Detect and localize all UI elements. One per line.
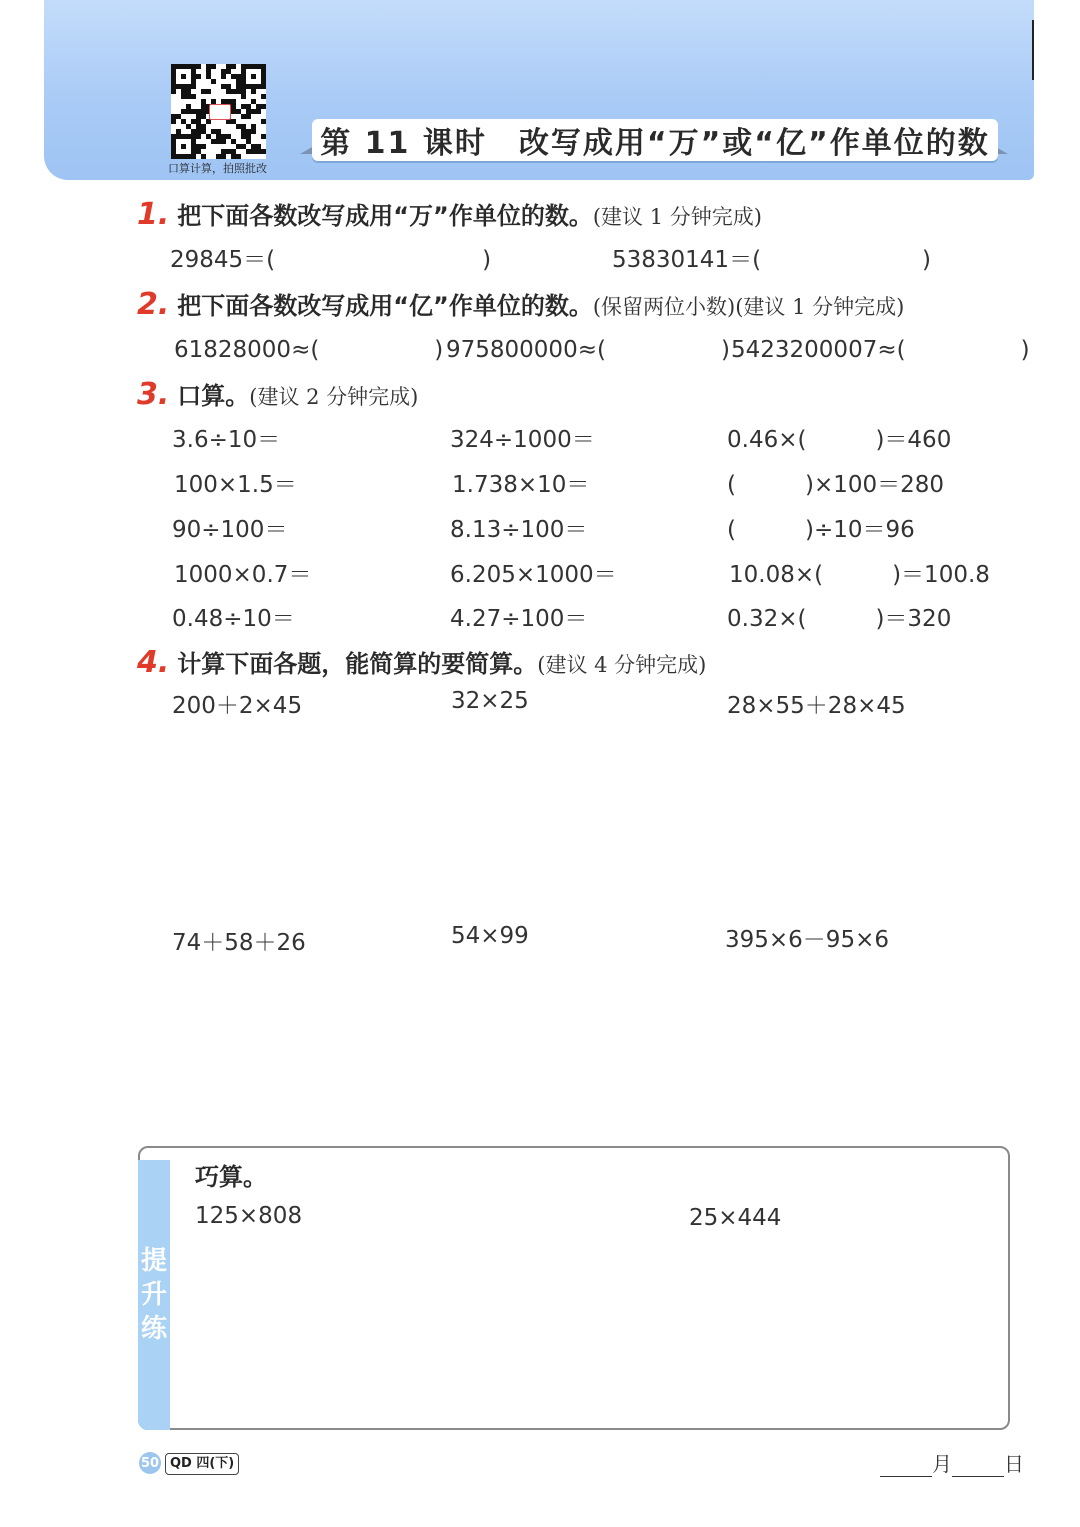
question-3-heading [137, 376, 418, 412]
q3-row3-col2: 8.13÷100＝ [450, 517, 588, 543]
question-3-number: 3. [137, 377, 170, 412]
boost-item-1: 125×808 [195, 1203, 303, 1229]
question-3-text: 口算。 [177, 382, 250, 410]
question-2-heading [137, 286, 904, 322]
q3-row3-col1: 90÷100＝ [172, 517, 288, 543]
q4-row1-col3: 28×55＋28×45 [727, 693, 906, 719]
question-4-hint: (建议 4 分钟完成) [537, 653, 707, 677]
q3-row4-col1: 1000×0.7＝ [174, 562, 312, 588]
q3-row1-col2: 324÷1000＝ [450, 427, 595, 453]
q3-row2-col3: ( )×100＝280 [727, 472, 945, 498]
q4-row2-col2: 54×99 [451, 923, 529, 949]
boost-side-char-3: 练 [140, 1314, 167, 1344]
q3-row4-col2: 6.205×1000＝ [450, 562, 617, 588]
question-2-hint: (保留两位小数)(建议 1 分钟完成) [592, 295, 905, 319]
q3-row2-col1: 100×1.5＝ [174, 472, 297, 498]
q3-row2-col2: 1.738×10＝ [452, 472, 590, 498]
qr-code-icon[interactable] [171, 64, 266, 159]
q4-row1-col2: 32×25 [451, 688, 529, 714]
question-1-heading [137, 196, 762, 232]
q2-item-1: 61828000≈( ) [174, 337, 444, 363]
q4-row1-col1: 200＋2×45 [172, 693, 303, 719]
q3-row1-col3: 0.46×( )＝460 [727, 427, 952, 453]
month-label: 月 [932, 1452, 952, 1476]
boost-item-2: 25×444 [689, 1205, 782, 1231]
question-2-number: 2. [137, 287, 170, 322]
question-2-text: 把下面各数改写成用“亿”作单位的数。 [177, 292, 593, 320]
boost-side-char-1: 提 [140, 1246, 167, 1276]
header-edge-line [1032, 20, 1034, 80]
lesson-title: 第 11 课时 改写成用“万”或“亿”作单位的数 [312, 119, 998, 161]
q1-item-1: 29845＝( ) [170, 247, 492, 273]
q3-row5-col1: 0.48÷10＝ [172, 606, 295, 632]
question-1-number: 1. [137, 197, 170, 232]
q3-row4-col3: 10.08×( )＝100.8 [729, 562, 990, 588]
boost-practice-box [138, 1146, 1010, 1430]
q3-row5-col2: 4.27÷100＝ [450, 606, 588, 632]
date-fill-area [880, 1448, 1024, 1477]
question-1-hint: (建议 1 分钟完成) [592, 205, 762, 229]
q4-row2-col3: 395×6－95×6 [725, 927, 889, 953]
boost-side-char-2: 升 [140, 1280, 167, 1310]
day-label: 日 [1004, 1452, 1024, 1476]
question-1-text: 把下面各数改写成用“万”作单位的数。 [177, 202, 593, 230]
q3-row5-col3: 0.32×( )＝320 [727, 606, 952, 632]
q3-row3-col3: ( )÷10＝96 [727, 517, 915, 543]
q4-row2-col1: 74＋58＋26 [172, 930, 306, 956]
question-3-hint: (建议 2 分钟完成) [249, 385, 419, 409]
question-4-number: 4. [137, 645, 170, 680]
question-4-heading [137, 644, 706, 680]
boost-side-label [138, 1160, 170, 1430]
boost-title: 巧算。 [195, 1163, 267, 1191]
book-tag: QD 四(下) [165, 1453, 239, 1475]
qr-caption: 口算计算，拍照批改 [168, 162, 267, 175]
question-4-text: 计算下面各题，能简算的要简算。 [177, 650, 538, 678]
day-blank[interactable] [952, 1458, 1004, 1477]
q2-item-3: 5423200007≈( ) [731, 337, 1030, 363]
page-number-badge: 50 [139, 1452, 161, 1474]
q3-row1-col1: 3.6÷10＝ [172, 427, 281, 453]
q1-item-2: 53830141＝( ) [612, 247, 932, 273]
q2-item-2: 975800000≈( ) [446, 337, 730, 363]
month-blank[interactable] [880, 1458, 932, 1477]
